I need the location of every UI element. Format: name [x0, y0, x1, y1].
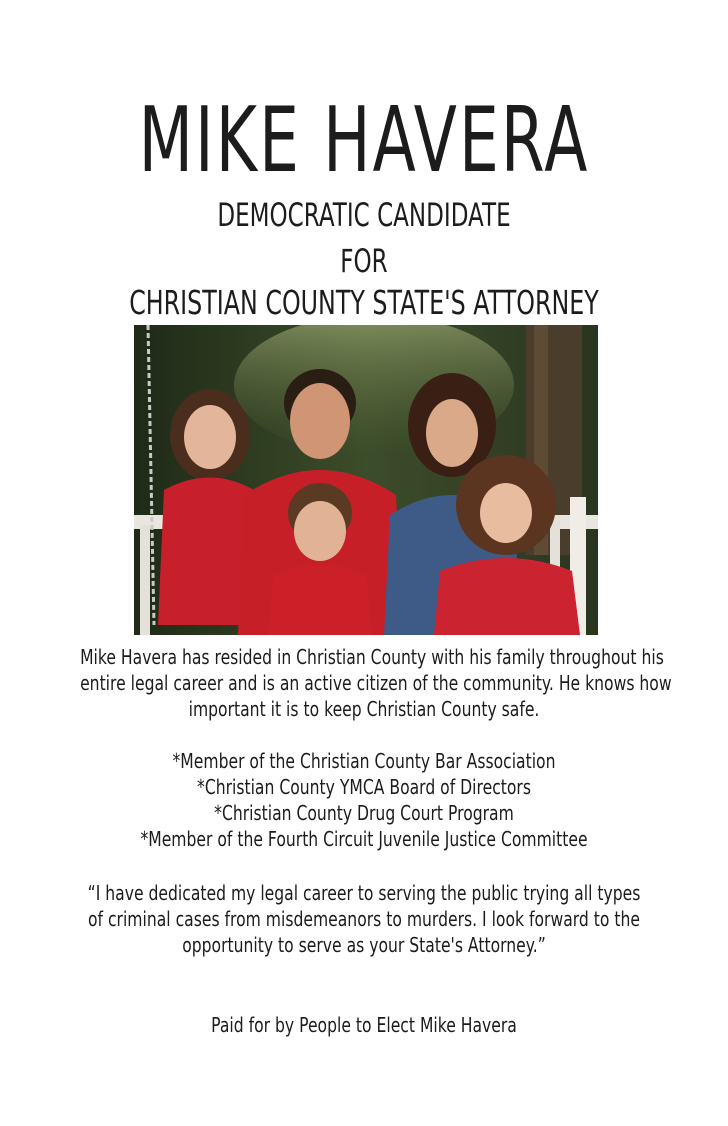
credential-item: *Christian County Drug Court Program	[214, 801, 514, 825]
subtitle-office: CHRISTIAN COUNTY STATE'S ATTORNEY	[129, 283, 599, 322]
quote-line-3: opportunity to serve as your State's Attorney.”	[182, 933, 546, 957]
candidate-name: MIKE HAVERA	[138, 88, 590, 193]
credential-item: *Christian County YMCA Board of Directors	[197, 775, 531, 799]
intro-line-1: Mike Havera has resided in Christian County with his family throughout his	[80, 645, 664, 669]
credential-item: *Member of the Christian County Bar Association	[172, 749, 556, 773]
credential-item: *Member of the Fourth Circuit Juvenile Justice Committee	[140, 827, 588, 851]
subtitle-party: DEMOCRATIC CANDIDATE	[217, 196, 511, 234]
subtitle-for: FOR	[340, 242, 388, 280]
paid-for-disclaimer: Paid for by People to Elect Mike Havera	[211, 1013, 517, 1037]
quote-line-2: of criminal cases from misdemeanors to murders. I look forward to the	[87, 907, 641, 931]
intro-line-2: entire legal career and is an active citizen of the community. He knows how	[80, 671, 672, 695]
family-photo	[134, 325, 598, 635]
intro-line-3: important it is to keep Christian County safe.	[188, 697, 540, 721]
quote-line-1: “I have dedicated my legal career to serving the public trying all types	[87, 881, 641, 905]
